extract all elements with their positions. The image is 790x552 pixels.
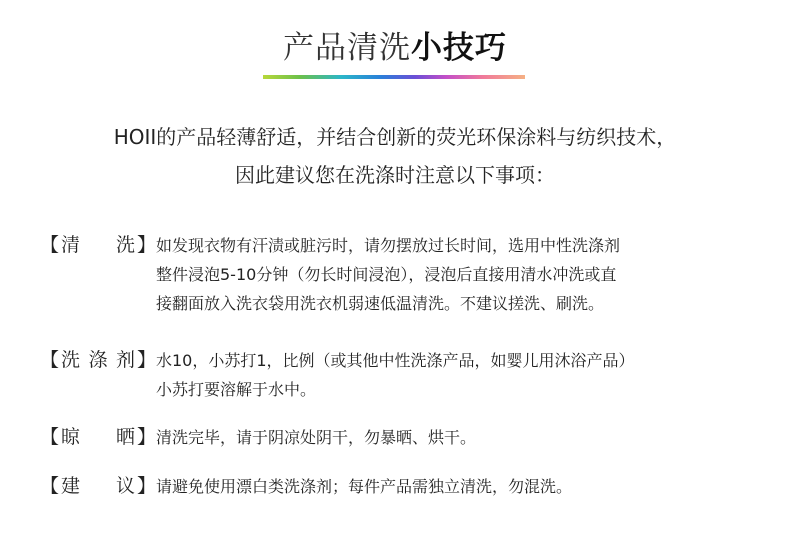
care-item-drying bbox=[40, 422, 760, 452]
bracket-open: 【 bbox=[40, 234, 60, 256]
care-item-washing bbox=[40, 230, 760, 318]
bracket-open: 【 bbox=[40, 426, 60, 448]
care-item-line: 如发现衣物有汗渍或脏污时，请勿摆放过长时间，选用中性洗涤剂 bbox=[156, 236, 621, 255]
title-bold-part: 小技巧 bbox=[411, 30, 507, 66]
care-item-body bbox=[156, 422, 760, 452]
care-item-line: 清洗完毕，请于阴凉处阴干，勿暴晒、烘干。 bbox=[156, 428, 477, 447]
care-item-line: 整件浸泡5-10分钟（勿长时间浸泡），浸泡后直接用清水冲洗或直 bbox=[156, 265, 617, 284]
care-item-detergent bbox=[40, 345, 760, 404]
care-item-label-text: 洗涤剂 bbox=[61, 349, 135, 371]
bracket-close: 】 bbox=[136, 426, 156, 448]
intro-line-1: HOII的产品轻薄舒适，并结合创新的荧光环保涂料与纺织技术， bbox=[113, 125, 677, 149]
title-light-part: 产品清洗 bbox=[283, 30, 411, 66]
care-item-label-text: 建 议 bbox=[61, 475, 135, 497]
care-item-label bbox=[40, 422, 156, 452]
intro-line-2: 因此建议您在洗涤时注意以下事项： bbox=[235, 163, 555, 187]
care-item-label bbox=[40, 471, 156, 501]
care-item-label-text: 晾 晒 bbox=[61, 426, 135, 448]
bracket-close: 】 bbox=[136, 234, 156, 256]
care-item-line: 请避免使用漂白类洗涤剂；每件产品需独立清洗，勿混洗。 bbox=[156, 477, 573, 496]
bracket-open: 【 bbox=[40, 349, 60, 371]
title-underline-gradient bbox=[263, 75, 525, 79]
care-item-label bbox=[40, 230, 156, 260]
care-item-label-text: 清 洗 bbox=[61, 234, 135, 256]
care-item-advice bbox=[40, 471, 760, 501]
care-item-body bbox=[156, 230, 760, 318]
bracket-close: 】 bbox=[136, 475, 156, 497]
care-item-line: 小苏打要溶解于水中。 bbox=[156, 380, 317, 399]
care-item-line: 水10，小苏打1，比例（或其他中性洗涤产品，如婴儿用沐浴产品） bbox=[156, 351, 635, 370]
care-item-line: 接翻面放入洗衣袋用洗衣机弱速低温清洗。不建议搓洗、刷洗。 bbox=[156, 294, 605, 313]
page-title bbox=[0, 22, 790, 67]
care-item-body bbox=[156, 345, 760, 404]
care-item-label bbox=[40, 345, 156, 375]
bracket-open: 【 bbox=[40, 475, 60, 497]
bracket-close: 】 bbox=[136, 349, 156, 371]
care-item-body bbox=[156, 471, 760, 501]
intro-paragraph bbox=[0, 118, 790, 194]
